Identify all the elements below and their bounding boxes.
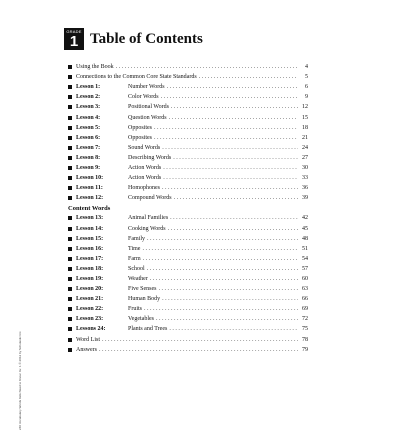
toc-entry <box>68 264 308 274</box>
bullet-icon <box>68 166 72 170</box>
toc-entry <box>68 62 308 72</box>
page-number: 39 <box>302 195 308 202</box>
entry-title: Family <box>128 235 146 242</box>
dot-leader <box>116 64 298 70</box>
dot-leader <box>169 115 298 121</box>
dot-leader <box>163 175 298 181</box>
page-number: 48 <box>302 235 308 242</box>
lesson-label: Lesson 1: <box>76 84 101 91</box>
page-number: 4 <box>305 64 308 71</box>
page-number: 75 <box>302 326 308 333</box>
entry-title: Action Words <box>128 164 162 171</box>
entry-title: Word List <box>76 336 101 343</box>
lesson-label: Lesson 13: <box>76 215 104 222</box>
entry-title: Compound Words <box>128 195 172 202</box>
toc-entry <box>68 92 308 102</box>
page-number: 21 <box>302 134 308 141</box>
dot-leader <box>147 266 298 272</box>
toc-entry <box>68 254 308 264</box>
entry-title: Question Words <box>128 114 167 121</box>
toc-entry <box>68 153 308 163</box>
toc-entry <box>68 314 308 324</box>
toc-entry <box>68 112 308 122</box>
dot-leader <box>162 145 298 151</box>
dot-leader <box>144 306 298 312</box>
page-number: 9 <box>305 94 308 101</box>
toc-entry <box>68 294 308 304</box>
page-number: 36 <box>302 185 308 192</box>
lesson-label: Lesson 8: <box>76 154 101 161</box>
page-number: 6 <box>305 84 308 91</box>
lesson-label: Lesson 11: <box>76 185 103 192</box>
entry-title: Sound Words <box>128 144 161 151</box>
bullet-icon <box>68 247 72 251</box>
dot-leader <box>173 155 298 161</box>
dot-leader <box>167 84 298 90</box>
lesson-label: Lesson 18: <box>76 265 104 272</box>
toc-entry <box>68 102 308 112</box>
entry-title: Opposites <box>128 124 152 131</box>
bullet-icon <box>68 307 72 311</box>
dot-leader <box>147 236 298 242</box>
entry-title: Using the Book <box>76 64 114 71</box>
bullet-icon <box>68 227 72 231</box>
page-number: 33 <box>302 175 308 182</box>
entry-title: School <box>128 265 145 272</box>
bullet-icon <box>68 65 72 69</box>
dot-leader <box>154 135 298 141</box>
copyright-note: 240 Vocabulary Words Kids Need to Know: Gr. 1 © 2012 by Scholastic Inc. <box>18 330 22 430</box>
lesson-label: Lesson 17: <box>76 255 104 262</box>
entry-title: Connections to the Common Core State Standards <box>76 74 197 81</box>
page-number: 72 <box>302 316 308 323</box>
page-title: Table of Contents <box>90 30 203 47</box>
dot-leader <box>161 94 298 100</box>
page-number: 18 <box>302 124 308 131</box>
grade-label: GRADE <box>66 29 82 34</box>
toc-entry <box>68 163 308 173</box>
bullet-icon <box>68 338 72 342</box>
lesson-label: Lesson 14: <box>76 225 104 232</box>
bullet-icon <box>68 136 72 140</box>
entry-title: Fruits <box>128 306 143 313</box>
entry-title: Homophones <box>128 185 160 192</box>
page-header <box>64 28 203 50</box>
toc-entry <box>68 234 308 244</box>
bullet-icon <box>68 186 72 190</box>
toc-entry <box>68 123 308 133</box>
dot-leader <box>169 326 298 332</box>
lesson-label: Lesson 19: <box>76 276 104 283</box>
dot-leader <box>156 316 298 322</box>
lesson-label: Lesson 7: <box>76 144 101 151</box>
section-heading: Content Words <box>68 204 111 212</box>
entry-title: Color Words <box>128 94 159 101</box>
lesson-label: Lesson 23: <box>76 316 104 323</box>
toc-entry <box>68 133 308 143</box>
toc-entry <box>68 284 308 294</box>
dot-leader <box>99 347 298 353</box>
toc-entry <box>68 244 308 254</box>
entry-title: Opposites <box>128 134 152 141</box>
toc-entry <box>68 224 308 234</box>
lesson-label: Lesson 9: <box>76 164 101 171</box>
page-number: 42 <box>302 215 308 222</box>
entry-title: Positional Words <box>128 104 169 111</box>
dot-leader <box>143 256 298 262</box>
toc-entry <box>68 345 308 355</box>
bullet-icon <box>68 327 72 331</box>
toc-entry <box>68 213 308 223</box>
lesson-label: Lesson 3: <box>76 104 101 111</box>
grade-number: 1 <box>69 33 79 50</box>
dot-leader <box>162 185 298 191</box>
bullet-icon <box>68 196 72 200</box>
entry-title: Weather <box>128 276 148 283</box>
toc-entry <box>68 324 308 334</box>
toc-entry <box>68 304 308 314</box>
page-number: 12 <box>302 104 308 111</box>
lesson-label: Lesson 5: <box>76 124 101 131</box>
toc-entry <box>68 72 308 82</box>
entry-title: Farm <box>128 255 141 262</box>
page-number: 78 <box>302 336 308 343</box>
page-number: 66 <box>302 296 308 303</box>
table-of-contents <box>68 62 308 355</box>
bullet-icon <box>68 216 72 220</box>
toc-entry <box>68 335 308 345</box>
dot-leader <box>171 104 298 110</box>
lesson-label: Lesson 6: <box>76 134 101 141</box>
entry-title: Answers <box>76 346 97 353</box>
page-number: 24 <box>302 144 308 151</box>
lesson-label: Lesson 21: <box>76 296 104 303</box>
entry-title: Five Senses <box>128 286 157 293</box>
dot-leader <box>199 74 298 80</box>
page-number: 57 <box>302 265 308 272</box>
toc-list-bottom <box>68 213 308 354</box>
entry-title: Action Words <box>128 175 162 182</box>
lesson-label: Lesson 4: <box>76 114 101 121</box>
toc-list-top <box>68 62 308 203</box>
entry-title: Vegetables <box>128 316 154 323</box>
page-number: 60 <box>302 276 308 283</box>
dot-leader <box>168 226 298 232</box>
dot-leader <box>162 296 298 302</box>
page-number: 63 <box>302 286 308 293</box>
entry-title: Number Words <box>128 84 165 91</box>
bullet-icon <box>68 297 72 301</box>
lesson-label: Lesson 20: <box>76 286 104 293</box>
entry-title: Describing Words <box>128 154 172 161</box>
grade-badge <box>64 28 84 50</box>
bullet-icon <box>68 85 72 89</box>
bullet-icon <box>68 257 72 261</box>
bullet-icon <box>68 126 72 130</box>
page-number: 45 <box>302 225 308 232</box>
page-number: 15 <box>302 114 308 121</box>
toc-entry <box>68 183 308 193</box>
dot-leader <box>150 276 298 282</box>
entry-title: Time <box>128 245 141 252</box>
dot-leader <box>159 286 299 292</box>
toc-entry <box>68 274 308 284</box>
lesson-label: Lesson 12: <box>76 195 104 202</box>
toc-entry <box>68 143 308 153</box>
toc-entry <box>68 173 308 183</box>
entry-title: Human Body <box>128 296 161 303</box>
bullet-icon <box>68 277 72 281</box>
dot-leader <box>142 246 298 252</box>
lesson-label: Lesson 22: <box>76 306 104 313</box>
dot-leader <box>170 215 298 221</box>
entry-title: Plants and Trees <box>128 326 168 333</box>
bullet-icon <box>68 348 72 352</box>
page-number: 79 <box>302 346 308 353</box>
bullet-icon <box>68 237 72 241</box>
page-number: 30 <box>302 164 308 171</box>
bullet-icon <box>68 287 72 291</box>
bullet-icon <box>68 75 72 79</box>
entry-title: Animal Families <box>128 215 169 222</box>
bullet-icon <box>68 105 72 109</box>
bullet-icon <box>68 267 72 271</box>
bullet-icon <box>68 95 72 99</box>
toc-entry <box>68 82 308 92</box>
bullet-icon <box>68 146 72 150</box>
bullet-icon <box>68 317 72 321</box>
page-number: 5 <box>305 74 308 81</box>
page-number: 27 <box>302 154 308 161</box>
entry-title: Cooking Words <box>128 225 166 232</box>
dot-leader <box>174 195 298 201</box>
lesson-label: Lesson 2: <box>76 94 101 101</box>
lesson-label: Lessons 24: <box>76 326 106 333</box>
dot-leader <box>102 337 298 343</box>
bullet-icon <box>68 156 72 160</box>
page-number: 51 <box>302 245 308 252</box>
page-number: 69 <box>302 306 308 313</box>
lesson-label: Lesson 16: <box>76 245 104 252</box>
bullet-icon <box>68 176 72 180</box>
lesson-label: Lesson 10: <box>76 175 104 182</box>
dot-leader <box>154 125 298 131</box>
dot-leader <box>163 165 298 171</box>
toc-entry <box>68 193 308 203</box>
bullet-icon <box>68 116 72 120</box>
lesson-label: Lesson 15: <box>76 235 104 242</box>
page-number: 54 <box>302 255 308 262</box>
